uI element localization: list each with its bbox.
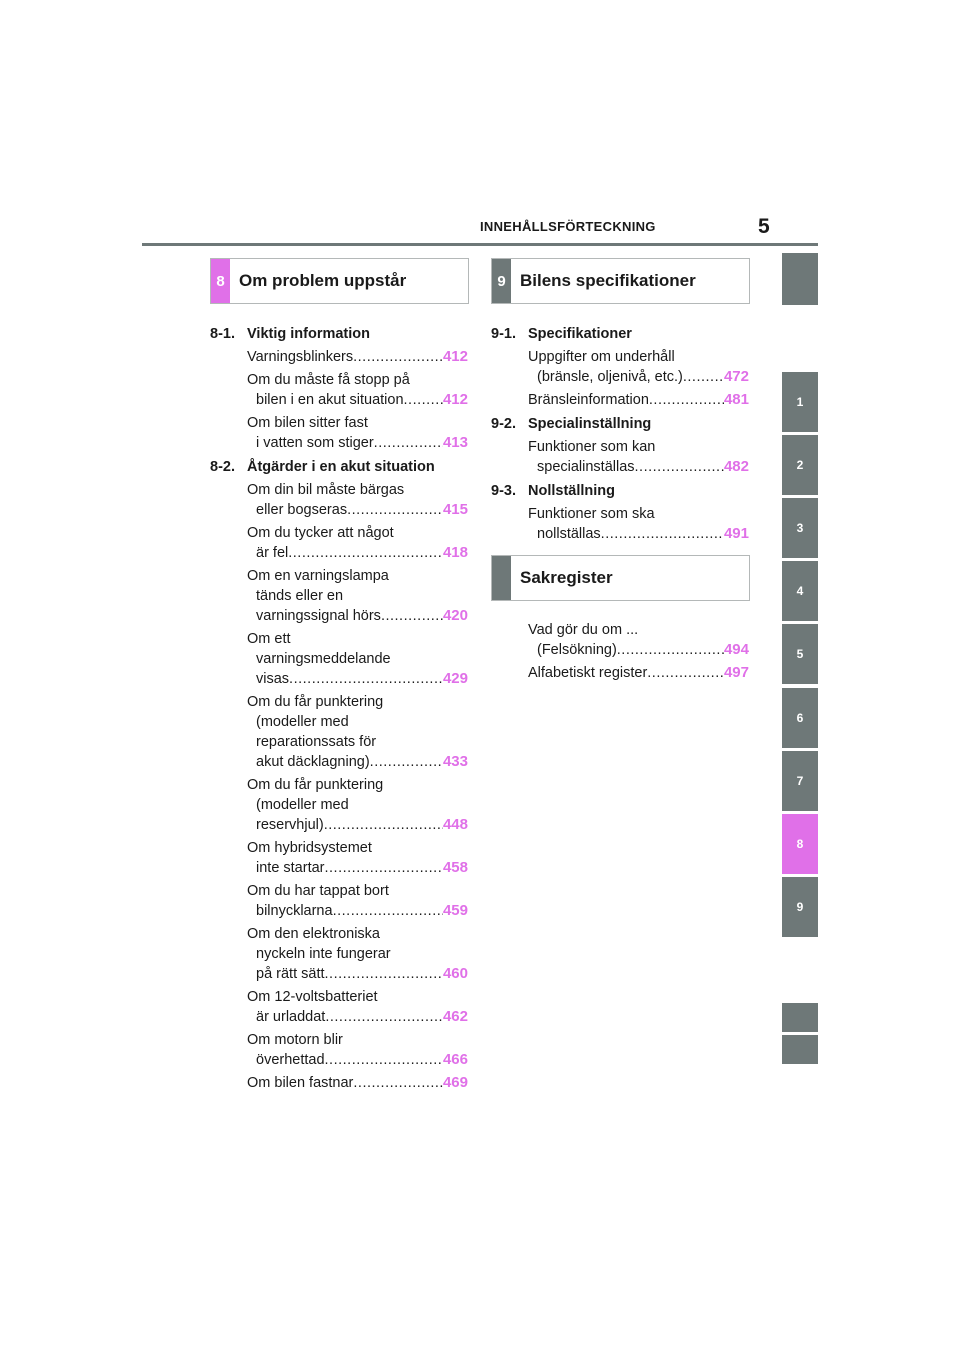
toc-entry[interactable] <box>210 413 468 453</box>
toc-entry-last-line <box>247 1050 468 1070</box>
chapter-tab-6[interactable]: 6 <box>782 688 818 748</box>
toc-entry-text: i vatten som stiger <box>256 435 374 451</box>
toc-entry-text: (bränsle, oljenivå, etc.) <box>537 369 683 385</box>
section-header-8 <box>210 258 469 304</box>
toc-entry-text: överhettad <box>256 1052 325 1068</box>
toc-entry[interactable] <box>210 838 468 878</box>
toc-entry-text: reparationssats för <box>256 734 377 750</box>
toc-entry[interactable] <box>210 987 468 1027</box>
toc-entry-text: Om 12-voltsbatteriet <box>247 989 378 1005</box>
toc-entry[interactable] <box>210 523 468 563</box>
toc-entry-last-line <box>247 543 468 563</box>
page-link[interactable]: 418 <box>442 544 468 561</box>
toc-group-title: Specifikationer <box>528 326 632 342</box>
section-header-9 <box>491 258 750 304</box>
toc-entry[interactable] <box>210 629 468 689</box>
toc-entry-text: Om ett <box>247 631 291 647</box>
toc-entry-text: Om bilen fastnar <box>247 1075 354 1091</box>
dot-leader <box>325 964 443 984</box>
toc-entry[interactable] <box>210 566 468 626</box>
section-title: Bilens specifikationer <box>520 271 696 290</box>
dot-leader <box>333 901 443 921</box>
dot-leader <box>601 524 724 544</box>
toc-entry-last-line <box>247 390 468 410</box>
toc-entry[interactable] <box>491 663 749 683</box>
dot-leader <box>683 367 724 387</box>
page-link[interactable]: 494 <box>723 641 749 658</box>
toc-group-title: Nollställning <box>528 483 615 499</box>
toc-entry-text: Uppgifter om underhåll <box>528 349 675 365</box>
toc-entry-last-line <box>247 901 468 921</box>
section-tab-number: 8 <box>211 259 230 303</box>
toc-group-heading <box>210 457 468 477</box>
toc-group-title: Åtgärder i en akut situation <box>247 459 435 475</box>
page-link[interactable]: 413 <box>442 434 468 451</box>
toc-entry[interactable] <box>491 390 749 410</box>
toc-entry-text: Om du tycker att något <box>247 525 394 541</box>
chapter-tab-7[interactable]: 7 <box>782 751 818 811</box>
toc-entry[interactable] <box>210 775 468 835</box>
toc-entry-text: eller bogseras <box>256 502 348 518</box>
toc-entry-text: Om du har tappat bort <box>247 883 389 899</box>
toc-entry[interactable] <box>491 620 749 660</box>
toc-entry-last-line <box>247 669 468 689</box>
toc-entry[interactable] <box>491 504 749 544</box>
section-title: Sakregister <box>520 568 613 587</box>
dot-leader <box>353 347 443 367</box>
toc-entry-text: Vad gör du om ... <box>528 622 639 638</box>
chapter-tab-5[interactable]: 5 <box>782 624 818 684</box>
chapter-tab-1[interactable]: 1 <box>782 372 818 432</box>
toc-group-number: 8-2. <box>210 459 235 475</box>
toc-entry[interactable] <box>210 370 468 410</box>
page-link[interactable]: 448 <box>442 816 468 833</box>
toc-entry-text: nollställas <box>537 526 601 542</box>
toc-entry-text: bilen i en akut situation <box>256 392 404 408</box>
toc-entry-last-line <box>528 367 749 387</box>
toc-entry-last-line <box>528 457 749 477</box>
page-link[interactable]: 491 <box>723 525 749 542</box>
toc-entry-last-line <box>247 500 468 520</box>
toc-group-number: 9-1. <box>491 326 516 342</box>
dot-leader <box>324 815 443 835</box>
toc-entry-text: Varningsblinkers <box>247 349 354 365</box>
chapter-tab-3[interactable]: 3 <box>782 498 818 558</box>
toc-entry-last-line <box>528 524 749 544</box>
dot-leader <box>347 500 443 520</box>
dot-leader <box>353 1073 443 1093</box>
toc-entry-text: Om bilen sitter fast <box>247 415 368 431</box>
page-link[interactable]: 459 <box>442 902 468 919</box>
toc-entry-text: Funktioner som ska <box>528 506 655 522</box>
dot-leader <box>374 433 443 453</box>
toc-entry-text: reservhjul) <box>256 817 324 833</box>
page-link[interactable]: 458 <box>442 859 468 876</box>
page-link[interactable]: 460 <box>442 965 468 982</box>
dot-leader <box>381 606 443 626</box>
toc-group-title: Specialinställning <box>528 416 652 432</box>
running-header-title: INNEHÅLLSFÖRTECKNING <box>480 219 656 234</box>
toc-entry-last-line <box>247 858 468 878</box>
toc-entry-text: akut däcklagning) <box>256 754 370 770</box>
toc-entry-text: (modeller med <box>256 797 349 813</box>
toc-entry-text: Om du får punktering <box>247 694 384 710</box>
toc-column-9 <box>491 320 749 544</box>
dot-leader <box>649 390 724 410</box>
chapter-tab-8[interactable]: 8 <box>782 814 818 874</box>
page-link[interactable]: 412 <box>442 348 468 365</box>
dot-leader <box>288 543 443 563</box>
toc-entry-text: varningssignal hörs <box>256 608 381 624</box>
page-link[interactable]: 482 <box>723 458 749 475</box>
toc-entry-last-line <box>247 964 468 984</box>
toc-entry-text: nyckeln inte fungerar <box>256 946 391 962</box>
toc-entry-text: bilnycklarna <box>256 903 333 919</box>
toc-entry-text: Om den elektroniska <box>247 926 380 942</box>
toc-entry-text: visas <box>256 671 290 687</box>
toc-group-heading <box>491 414 749 434</box>
toc-entry-text: Om en varningslampa <box>247 568 389 584</box>
toc-entry-last-line <box>528 390 749 410</box>
toc-entry[interactable] <box>491 347 749 387</box>
toc-column-8 <box>210 320 468 1093</box>
toc-entry[interactable] <box>210 881 468 921</box>
toc-entry-text: (Felsökning) <box>537 642 617 658</box>
toc-entry-text: inte startar <box>256 860 325 876</box>
page-link[interactable]: 433 <box>442 753 468 770</box>
toc-entry-text: är urladdat <box>256 1009 326 1025</box>
page-link[interactable]: 481 <box>723 391 749 408</box>
toc-entry-text: Om du får punktering <box>247 777 384 793</box>
toc-group-heading <box>491 324 749 344</box>
dot-leader <box>404 390 443 410</box>
toc-group-number: 9-2. <box>491 416 516 432</box>
header-rule <box>142 243 818 246</box>
toc-entry-text: Funktioner som kan <box>528 439 656 455</box>
page-link[interactable]: 429 <box>442 670 468 687</box>
page-link[interactable]: 415 <box>442 501 468 518</box>
chapter-tab-9[interactable]: 9 <box>782 877 818 937</box>
toc-entry[interactable] <box>210 347 468 367</box>
toc-entry-text: Alfabetiskt register <box>528 665 648 681</box>
toc-group-heading <box>210 324 468 344</box>
toc-entry-last-line <box>247 815 468 835</box>
toc-entry[interactable] <box>210 692 468 772</box>
toc-entry-last-line <box>247 433 468 453</box>
dot-leader <box>370 752 443 772</box>
section-tab-blank <box>492 556 511 600</box>
page-link[interactable]: 412 <box>442 391 468 408</box>
dot-leader <box>635 457 724 477</box>
toc-column-index <box>491 617 749 683</box>
toc-entry[interactable] <box>210 480 468 520</box>
chapter-tab-4[interactable]: 4 <box>782 561 818 621</box>
toc-entry-last-line <box>247 347 468 367</box>
dot-leader <box>325 858 443 878</box>
chapter-tab-2[interactable]: 2 <box>782 435 818 495</box>
chapter-tab-blank[interactable] <box>782 1003 818 1032</box>
toc-entry-text: på rätt sätt <box>256 966 325 982</box>
toc-entry-text: är fel <box>256 545 289 561</box>
dot-leader <box>325 1050 443 1070</box>
toc-entry-last-line <box>528 640 749 660</box>
toc-entry-text: Om din bil måste bärgas <box>247 482 405 498</box>
dot-leader <box>617 640 724 660</box>
page-link[interactable]: 420 <box>442 607 468 624</box>
section-tab-number: 9 <box>492 259 511 303</box>
toc-entry-text: Bränsleinformation <box>528 392 649 408</box>
toc-entry[interactable] <box>210 1030 468 1070</box>
toc-group-number: 9-3. <box>491 483 516 499</box>
dot-leader <box>289 669 443 689</box>
section-title: Om problem uppstår <box>239 271 407 290</box>
toc-entry-last-line <box>247 752 468 772</box>
toc-entry[interactable] <box>210 1073 468 1093</box>
dot-leader <box>647 663 724 683</box>
toc-entry-text: specialinställas <box>537 459 635 475</box>
toc-entry-text: Om motorn blir <box>247 1032 343 1048</box>
toc-entry-last-line <box>247 606 468 626</box>
toc-entry-last-line <box>528 663 749 683</box>
toc-entry[interactable] <box>210 924 468 984</box>
page-link[interactable]: 466 <box>442 1051 468 1068</box>
toc-entry-text: tänds eller en <box>256 588 344 604</box>
toc-entry-text: (modeller med <box>256 714 349 730</box>
toc-group-title: Viktig information <box>247 326 370 342</box>
toc-entry-last-line <box>247 1007 468 1027</box>
section-header-index <box>491 555 750 601</box>
page-number: 5 <box>758 215 770 238</box>
page-link[interactable]: 462 <box>442 1008 468 1025</box>
toc-entry-last-line <box>247 1073 468 1093</box>
toc-entry[interactable] <box>491 437 749 477</box>
chapter-tab-blank[interactable] <box>782 253 818 305</box>
toc-group-number: 8-1. <box>210 326 235 342</box>
page-link[interactable]: 472 <box>723 368 749 385</box>
dot-leader <box>325 1007 443 1027</box>
toc-entry-text: varningsmeddelande <box>256 651 391 667</box>
page-link[interactable]: 497 <box>723 664 749 681</box>
toc-entry-text: Om du måste få stopp på <box>247 372 410 388</box>
page-link[interactable]: 469 <box>442 1074 468 1091</box>
toc-group-heading <box>491 481 749 501</box>
toc-entry-text: Om hybridsystemet <box>247 840 372 856</box>
chapter-tab-blank[interactable] <box>782 1035 818 1064</box>
